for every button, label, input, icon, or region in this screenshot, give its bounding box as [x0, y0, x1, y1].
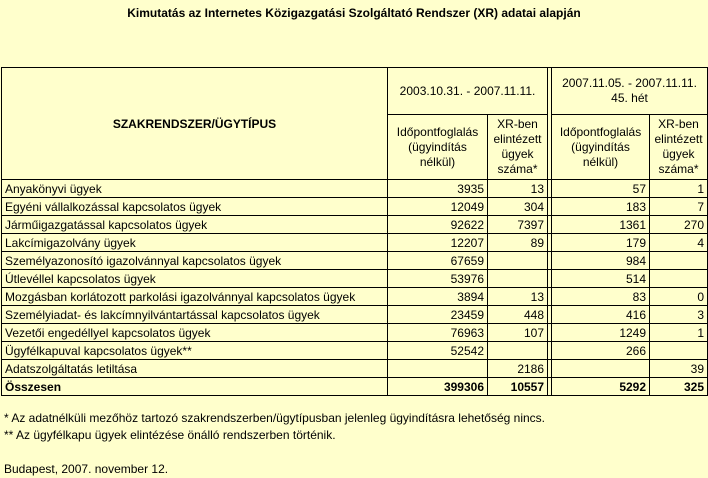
row-label: Lakcímigazolvány ügyek: [2, 234, 388, 252]
booking-count-2: 179: [552, 234, 650, 252]
booking-count-1: [388, 360, 488, 378]
row-label: Mozgásban korlátozott parkolási igazolvánnyal kapcsolatos ügyek: [2, 288, 388, 306]
xr-count-2: 0: [650, 288, 708, 306]
table-row: [2, 252, 708, 270]
page-title: Kimutatás az Internetes Közigazgatási Szolgáltató Rendszer (XR) adatai alapján: [127, 6, 581, 20]
xr-count-1: 13: [488, 180, 548, 198]
xr-count-2: 3: [650, 306, 708, 324]
booking-count-1: 12049: [388, 198, 488, 216]
booking-header-2: Időpontfoglalás (ügyindítás nélkül): [552, 115, 650, 180]
row-label: Adatszolgáltatás letiltása: [2, 360, 388, 378]
booking-count-2: 266: [552, 342, 650, 360]
xr-count-1: 304: [488, 198, 548, 216]
xr-count-2: [650, 252, 708, 270]
footnote-2: ** Az ügyfélkapu ügyek elintézése önálló rendszerben történik.: [4, 428, 336, 442]
xr-count-1: [488, 342, 548, 360]
booking-count-2: 57: [552, 180, 650, 198]
total-xr-2: 325: [650, 378, 708, 396]
booking-count-1: 3935: [388, 180, 488, 198]
table-row: [2, 306, 708, 324]
table-row: [2, 270, 708, 288]
row-label: Anyakönyvi ügyek: [2, 180, 388, 198]
period2-week: 45. hét: [611, 91, 648, 105]
xr-count-2: 1: [650, 324, 708, 342]
row-label: Személyiadat- és lakcímnyilvántartással kapcsolatos ügyek: [2, 306, 388, 324]
booking-count-2: 183: [552, 198, 650, 216]
table-row: [2, 198, 708, 216]
table-row: [2, 216, 708, 234]
xr-count-2: 1: [650, 180, 708, 198]
xr-count-1: 7397: [488, 216, 548, 234]
xr-count-1: 89: [488, 234, 548, 252]
table-row: [2, 180, 708, 198]
booking-count-1: 67659: [388, 252, 488, 270]
row-label: Személyazonosító igazolvánnyal kapcsolatos ügyek: [2, 252, 388, 270]
booking-count-1: 92622: [388, 216, 488, 234]
booking-count-1: 3894: [388, 288, 488, 306]
place-date: Budapest, 2007. november 12.: [4, 462, 169, 476]
header-row-periods: [2, 68, 708, 115]
booking-count-1: 76963: [388, 324, 488, 342]
row-label: Vezetői engedéllyel kapcsolatos ügyek: [2, 324, 388, 342]
booking-count-1: 53976: [388, 270, 488, 288]
xr-header-1: XR-ben elintézett ügyek száma*: [488, 115, 548, 180]
table-row: [2, 342, 708, 360]
total-label: Összesen: [2, 378, 388, 396]
table-row: [2, 324, 708, 342]
xr-count-1: [488, 270, 548, 288]
footnotes: [4, 410, 545, 478]
row-label: Járműigazgatással kapcsolatos ügyek: [2, 216, 388, 234]
xr-count-1: 107: [488, 324, 548, 342]
booking-count-1: 23459: [388, 306, 488, 324]
period2-header: [552, 68, 708, 115]
total-xr-1: 10557: [488, 378, 548, 396]
period1-header: 2003.10.31. - 2007.11.11.: [388, 68, 548, 115]
table-row: [2, 288, 708, 306]
total-booking-2: 5292: [552, 378, 650, 396]
booking-count-2: [552, 360, 650, 378]
xr-header-2: XR-ben elintézett ügyek száma*: [650, 115, 708, 180]
xr-count-1: 13: [488, 288, 548, 306]
footnote-1: * Az adatnélküli mezőhöz tartozó szakrendszerben/ügytípusban jelenleg ügyindításra lehetőség nincs.: [4, 411, 546, 425]
booking-count-1: 52542: [388, 342, 488, 360]
total-row: [2, 378, 708, 396]
report-table: [1, 67, 708, 396]
category-header: SZAKRENDSZER/ÜGYTÍPUS: [2, 68, 388, 180]
row-label: Ügyfélkapuval kapcsolatos ügyek**: [2, 342, 388, 360]
booking-count-1: 12207: [388, 234, 488, 252]
data-rows: [2, 180, 708, 378]
xr-count-2: [650, 342, 708, 360]
xr-count-2: [650, 270, 708, 288]
period2-range: 2007.11.05. - 2007.11.11.: [562, 76, 697, 90]
xr-count-2: 4: [650, 234, 708, 252]
booking-count-2: 83: [552, 288, 650, 306]
booking-count-2: 416: [552, 306, 650, 324]
booking-count-2: 1361: [552, 216, 650, 234]
booking-header-1: Időpontfoglalás (ügyindítás nélkül): [388, 115, 488, 180]
booking-count-2: 514: [552, 270, 650, 288]
booking-count-2: 984: [552, 252, 650, 270]
xr-count-1: 2186: [488, 360, 548, 378]
booking-count-2: 1249: [552, 324, 650, 342]
xr-count-1: 448: [488, 306, 548, 324]
table-row: [2, 234, 708, 252]
row-label: Útlevéllel kapcsolatos ügyek: [2, 270, 388, 288]
table-row: [2, 360, 708, 378]
total-booking-1: 399306: [388, 378, 488, 396]
xr-count-2: 270: [650, 216, 708, 234]
xr-count-2: 7: [650, 198, 708, 216]
xr-count-2: 39: [650, 360, 708, 378]
row-label: Egyéni vállalkozással kapcsolatos ügyek: [2, 198, 388, 216]
xr-count-1: [488, 252, 548, 270]
